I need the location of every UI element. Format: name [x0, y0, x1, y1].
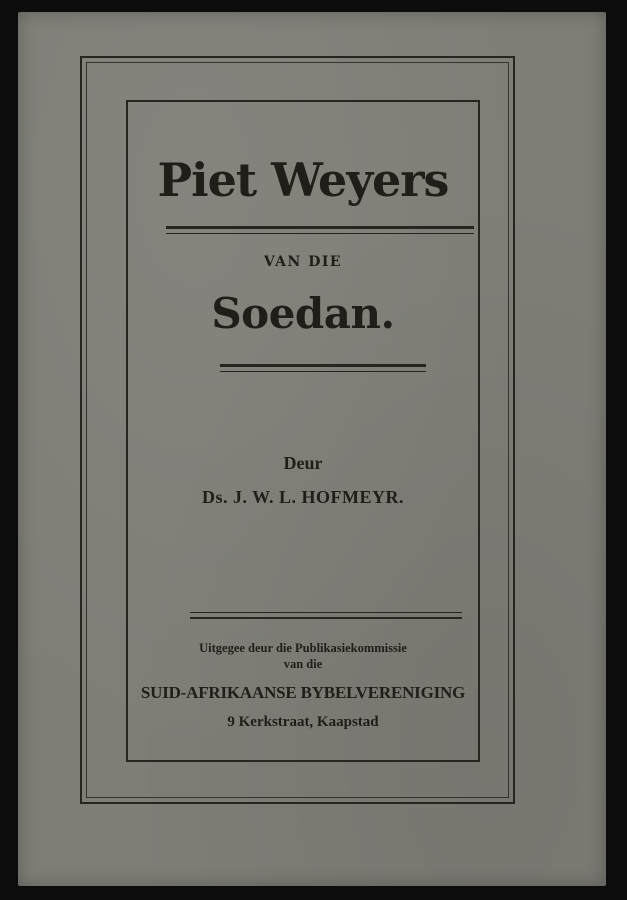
book-title: Piet Weyers — [157, 153, 449, 207]
published-by-line2: van die — [283, 657, 323, 671]
subtitle-rule-thick — [220, 364, 426, 367]
publisher-rule-bottom — [190, 617, 462, 619]
publisher-name: SUID-AFRIKAANSE BYBELVERENIGING — [140, 683, 466, 702]
publisher-address: 9 Kerkstraat, Kaapstad — [227, 714, 379, 730]
publisher-rule-top — [190, 612, 462, 613]
by-label: Deur — [283, 453, 323, 473]
title-rule-thick — [166, 226, 474, 229]
title-connector: VAN DIE — [263, 254, 343, 270]
subtitle-rule-thin — [220, 371, 426, 372]
book-subtitle-place: Soedan. — [211, 289, 395, 338]
published-by-line1: Uitgegee deur die Publikasiekommissie — [199, 641, 407, 655]
author-name: Ds. J. W. L. HOFMEYR. — [201, 487, 405, 507]
title-rule-thin — [166, 233, 474, 234]
